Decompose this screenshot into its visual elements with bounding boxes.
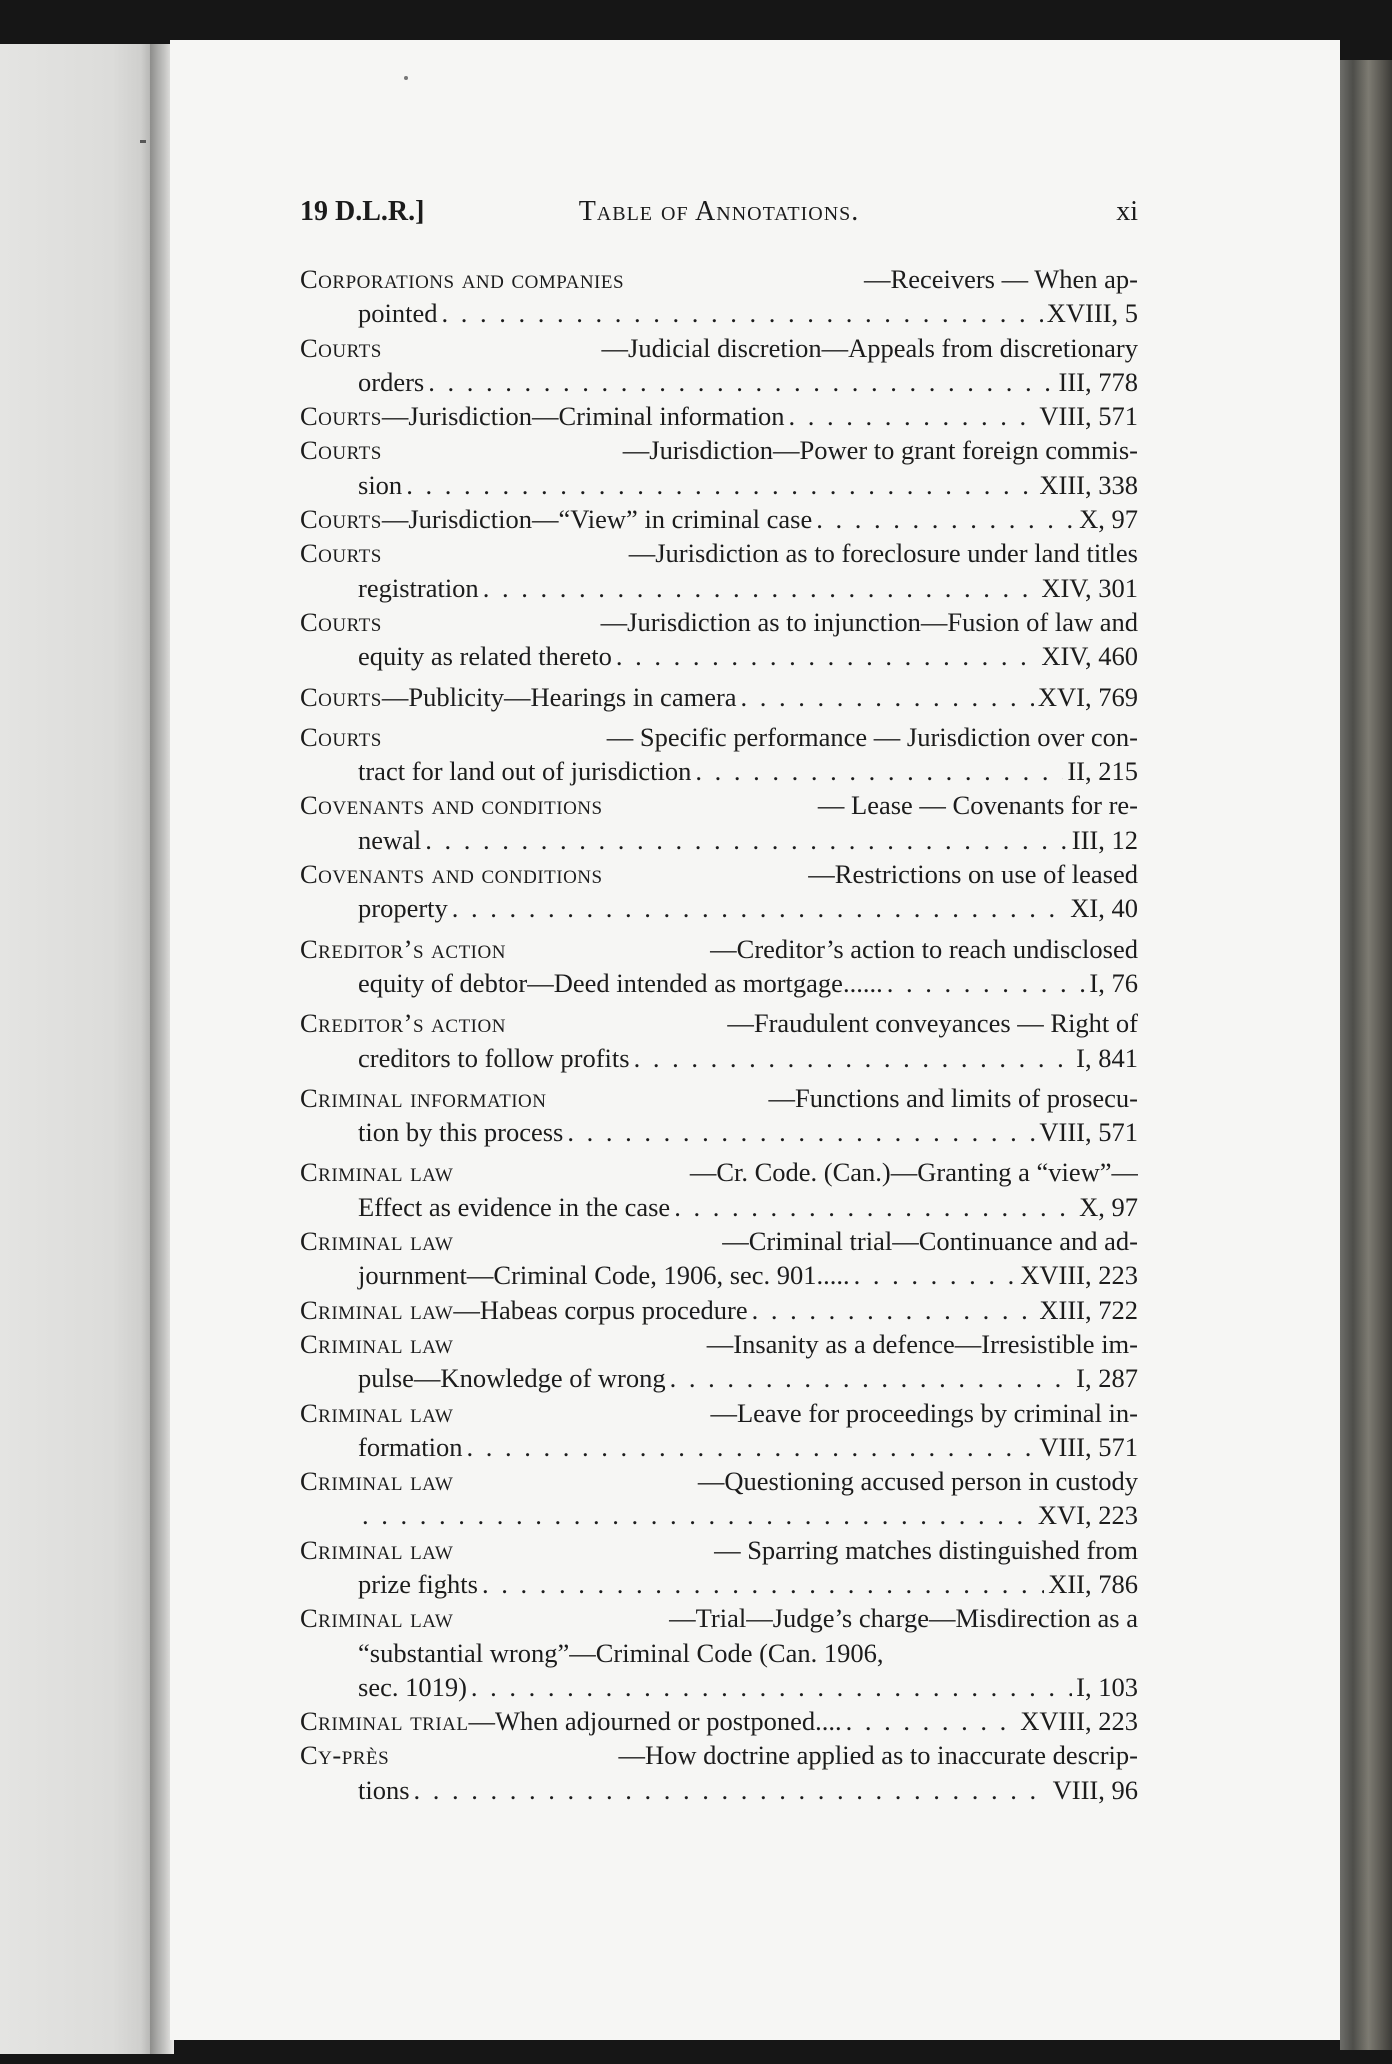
entry-text: property xyxy=(358,893,448,924)
annotation-entry xyxy=(300,331,1138,400)
entry-line xyxy=(300,1636,1138,1670)
entry-line xyxy=(300,1533,1138,1567)
entry-heading: Criminal law xyxy=(300,1157,454,1188)
entry-line xyxy=(300,788,1138,822)
volume-page-reference: XII, 786 xyxy=(1048,1568,1138,1599)
entry-line xyxy=(300,1567,1138,1601)
entry-line xyxy=(300,1738,1138,1772)
dot-leader xyxy=(887,966,1086,1000)
entry-heading: Courts xyxy=(300,435,382,466)
page-number: xi xyxy=(1116,196,1138,227)
dot-leader xyxy=(752,1293,1036,1327)
entry-text: —When adjourned or postponed.... xyxy=(468,1706,842,1737)
entry-line xyxy=(300,1155,1138,1189)
entry-line xyxy=(300,331,1138,365)
volume-page-reference: VIII, 571 xyxy=(1039,1431,1138,1462)
annotation-entry xyxy=(300,1081,1138,1150)
entry-line xyxy=(300,1293,1138,1327)
annotation-entry xyxy=(300,1738,1138,1807)
entry-heading: Criminal law xyxy=(300,1534,454,1565)
entry-text: —Leave for proceedings by criminal in- xyxy=(710,1397,1138,1428)
entry-line xyxy=(300,1601,1138,1635)
dot-leader xyxy=(854,1258,1017,1292)
entry-line xyxy=(300,1670,1138,1704)
annotation-entry xyxy=(300,1464,1138,1533)
volume-page-reference: XIII, 722 xyxy=(1039,1294,1138,1325)
annotation-entry xyxy=(300,399,1138,433)
volume-page-reference: I, 76 xyxy=(1089,967,1138,998)
volume-page-reference: XVI, 769 xyxy=(1037,681,1138,712)
entry-heading: Courts xyxy=(300,606,382,637)
annotation-entry xyxy=(300,1006,1138,1075)
dot-leader xyxy=(634,1041,1073,1075)
entry-text: —Restrictions on use of leased xyxy=(808,859,1138,890)
entry-line xyxy=(300,536,1138,570)
entry-line xyxy=(300,639,1138,673)
dot-leader xyxy=(670,1361,1073,1395)
volume-page-reference: XI, 40 xyxy=(1070,893,1138,924)
entry-heading: Courts xyxy=(300,681,382,712)
entry-text: tions xyxy=(358,1774,410,1805)
volume-page-reference: XVIII, 5 xyxy=(1046,298,1138,329)
margin-mark xyxy=(140,140,146,143)
entry-line xyxy=(300,571,1138,605)
entry-text: — Specific performance — Jurisdiction over con- xyxy=(606,721,1138,752)
volume-page-reference: XVI, 223 xyxy=(1037,1500,1138,1531)
entry-line xyxy=(300,262,1138,296)
entry-heading: Criminal trial xyxy=(300,1706,469,1737)
dot-leader xyxy=(788,399,1035,433)
entry-heading: Cy-près xyxy=(300,1740,390,1771)
entry-text: — Sparring matches distinguished from xyxy=(714,1534,1138,1565)
volume-page-reference: XIII, 338 xyxy=(1039,469,1138,500)
dot-leader xyxy=(442,296,1043,330)
dot-leader xyxy=(406,468,1035,502)
entry-heading: Courts xyxy=(300,504,382,535)
dot-leader xyxy=(471,1670,1072,1704)
entry-text: pointed xyxy=(358,298,438,329)
entry-heading: Criminal law xyxy=(300,1328,454,1359)
entry-text: —Publicity—Hearings in camera xyxy=(381,681,737,712)
entry-text: —Creditor’s action to reach undisclosed xyxy=(710,933,1138,964)
entry-line xyxy=(300,1041,1138,1075)
volume-page-reference: XIV, 460 xyxy=(1041,641,1138,672)
entry-line xyxy=(300,1190,1138,1224)
entry-line xyxy=(300,857,1138,891)
annotation-entry xyxy=(300,932,1138,1001)
entry-heading: Courts xyxy=(300,721,382,752)
entry-text: registration xyxy=(358,572,479,603)
annotation-entry xyxy=(300,433,1138,502)
entry-line xyxy=(300,1115,1138,1149)
annotation-entry xyxy=(300,788,1138,857)
entry-text: journment—Criminal Code, 1906, sec. 901..... xyxy=(358,1260,850,1291)
annotation-entry xyxy=(300,605,1138,674)
entry-text: sec. 1019) xyxy=(358,1671,467,1702)
volume-page-reference: XIV, 301 xyxy=(1041,572,1138,603)
annotation-entry xyxy=(300,1601,1138,1704)
volume-page-reference: I, 103 xyxy=(1076,1671,1138,1702)
entry-line xyxy=(300,1396,1138,1430)
entry-heading: Criminal law xyxy=(300,1603,454,1634)
entry-line xyxy=(300,296,1138,330)
entry-heading: Covenants and conditions xyxy=(300,859,603,890)
dot-leader xyxy=(741,680,1034,714)
dot-leader xyxy=(695,754,1063,788)
volume-page-reference: VIII, 571 xyxy=(1039,1117,1138,1148)
entry-line xyxy=(300,1464,1138,1498)
entry-line xyxy=(300,1224,1138,1258)
volume-page-reference: VIII, 571 xyxy=(1039,401,1138,432)
dot-leader xyxy=(674,1190,1075,1224)
page-speck xyxy=(404,76,408,80)
entry-text: —Habeas corpus procedure xyxy=(453,1294,748,1325)
entry-heading: Corporations and companies xyxy=(300,264,625,294)
entry-text: —Insanity as a defence—Irresistible im- xyxy=(706,1328,1138,1359)
entry-heading: Criminal law xyxy=(300,1226,454,1257)
volume-page-reference: I, 287 xyxy=(1076,1363,1138,1394)
entry-text: —Jurisdiction as to foreclosure under land titles xyxy=(628,538,1138,569)
entry-line xyxy=(300,966,1138,1000)
entry-text: pulse—Knowledge of wrong xyxy=(358,1363,666,1394)
dot-leader xyxy=(616,639,1037,673)
entry-line xyxy=(300,754,1138,788)
volume-page-reference: XVIII, 223 xyxy=(1020,1260,1138,1291)
entry-heading: Courts xyxy=(300,538,382,569)
entry-line xyxy=(300,433,1138,467)
entry-text: —How doctrine applied as to inaccurate descrip- xyxy=(618,1740,1138,1771)
entry-heading: Criminal law xyxy=(300,1466,454,1497)
entry-text: —Jurisdiction—Criminal information xyxy=(381,401,785,432)
dot-leader xyxy=(414,1773,1049,1807)
entry-heading: Creditor’s action xyxy=(300,933,506,964)
entry-text: formation xyxy=(358,1431,463,1462)
entry-text: —Jurisdiction as to injunction—Fusion of law and xyxy=(600,606,1138,637)
annotation-entry xyxy=(300,1293,1138,1327)
entry-heading: Covenants and conditions xyxy=(300,790,603,821)
dot-leader xyxy=(482,1567,1044,1601)
entry-text: orders xyxy=(358,366,425,397)
dot-leader xyxy=(816,502,1075,536)
volume-page-reference: III, 778 xyxy=(1058,366,1138,397)
running-header xyxy=(300,196,1138,230)
entry-text: —Functions and limits of prosecu- xyxy=(768,1082,1138,1113)
annotation-entry xyxy=(300,1396,1138,1465)
annotation-entry xyxy=(300,536,1138,605)
volume-page-reference: III, 12 xyxy=(1071,824,1138,855)
entry-line xyxy=(300,720,1138,754)
entry-text: —Trial—Judge’s charge—Misdirection as a xyxy=(669,1603,1138,1634)
annotation-entry xyxy=(300,1533,1138,1602)
annotation-entry xyxy=(300,1155,1138,1224)
entry-line xyxy=(300,1773,1138,1807)
annotation-entry xyxy=(300,720,1138,789)
entry-line xyxy=(300,1498,1138,1532)
entry-line xyxy=(300,1006,1138,1040)
annotation-entry xyxy=(300,680,1138,714)
volume-page-reference: X, 97 xyxy=(1079,1191,1138,1222)
entry-line xyxy=(300,1430,1138,1464)
entry-line xyxy=(300,823,1138,857)
entry-heading: Courts xyxy=(300,332,382,363)
volume-page-reference: II, 215 xyxy=(1067,756,1138,787)
volume-page-reference: VIII, 96 xyxy=(1052,1774,1138,1805)
entry-line xyxy=(300,502,1138,536)
entry-text: tion by this process xyxy=(358,1117,564,1148)
dot-leader xyxy=(846,1704,1017,1738)
entry-text: —Receivers — When ap- xyxy=(864,264,1138,294)
volume-page-reference: XVIII, 223 xyxy=(1020,1706,1138,1737)
entry-text: —Jurisdiction—“View” in criminal case xyxy=(381,504,813,535)
entry-text: sion xyxy=(358,469,403,500)
dot-leader xyxy=(467,1430,1036,1464)
entry-line xyxy=(300,605,1138,639)
left-page xyxy=(0,44,160,2054)
entry-text: tract for land out of jurisdiction xyxy=(358,756,692,787)
annotation-entry xyxy=(300,1704,1138,1738)
entry-text: —Criminal trial—Continuance and ad- xyxy=(722,1226,1138,1257)
entry-text: creditors to follow profits xyxy=(358,1042,630,1073)
entry-line xyxy=(300,1258,1138,1292)
entry-text: prize fights xyxy=(358,1568,478,1599)
entry-text: newal xyxy=(358,824,422,855)
entry-text: —Questioning accused person in custody xyxy=(697,1466,1138,1497)
entry-text: equity as related thereto xyxy=(358,641,612,672)
entry-text: “substantial wrong”—Criminal Code (Can. 1906, xyxy=(358,1637,884,1668)
annotation-entry xyxy=(300,1224,1138,1293)
entry-line xyxy=(300,1081,1138,1115)
dot-leader xyxy=(425,823,1067,857)
entry-text: —Jurisdiction—Power to grant foreign commis- xyxy=(622,435,1138,466)
dot-leader xyxy=(483,571,1038,605)
entry-heading: Creditor’s action xyxy=(300,1008,506,1039)
dot-leader xyxy=(452,891,1067,925)
annotation-entry xyxy=(300,857,1138,926)
dot-leader xyxy=(362,1498,1034,1532)
volume-page-reference: I, 841 xyxy=(1076,1042,1138,1073)
page-title: Table of Annotations. xyxy=(578,196,860,227)
entry-line xyxy=(300,891,1138,925)
dot-leader xyxy=(567,1115,1035,1149)
annotations-list xyxy=(300,262,1138,1807)
entry-text: —Fraudulent conveyances — Right of xyxy=(727,1008,1138,1039)
entry-heading: Courts xyxy=(300,401,382,432)
entry-line xyxy=(300,680,1138,714)
entry-heading: Criminal law xyxy=(300,1294,454,1325)
entry-line xyxy=(300,365,1138,399)
volume-page-reference: X, 97 xyxy=(1079,504,1138,535)
entry-line xyxy=(300,1704,1138,1738)
annotation-entry xyxy=(300,1327,1138,1396)
entry-text: equity of debtor—Deed intended as mortgage...... xyxy=(358,967,883,998)
annotation-entry xyxy=(300,262,1138,331)
volume-label: 19 D.L.R.] xyxy=(300,196,425,227)
dot-leader xyxy=(428,365,1054,399)
page-edges xyxy=(1340,60,1392,2050)
entry-line xyxy=(300,399,1138,433)
entry-text: — Lease — Covenants for re- xyxy=(817,790,1138,821)
entry-heading: Criminal information xyxy=(300,1082,547,1113)
entry-text: —Cr. Code. (Can.)—Granting a “view”— xyxy=(689,1157,1138,1188)
annotation-entry xyxy=(300,502,1138,536)
entry-line xyxy=(300,1361,1138,1395)
entry-line xyxy=(300,1327,1138,1361)
entry-text: Effect as evidence in the case xyxy=(358,1191,671,1222)
entry-text: —Judicial discretion—Appeals from discretionary xyxy=(601,332,1138,363)
entry-line xyxy=(300,932,1138,966)
entry-heading: Criminal law xyxy=(300,1397,454,1428)
entry-line xyxy=(300,468,1138,502)
